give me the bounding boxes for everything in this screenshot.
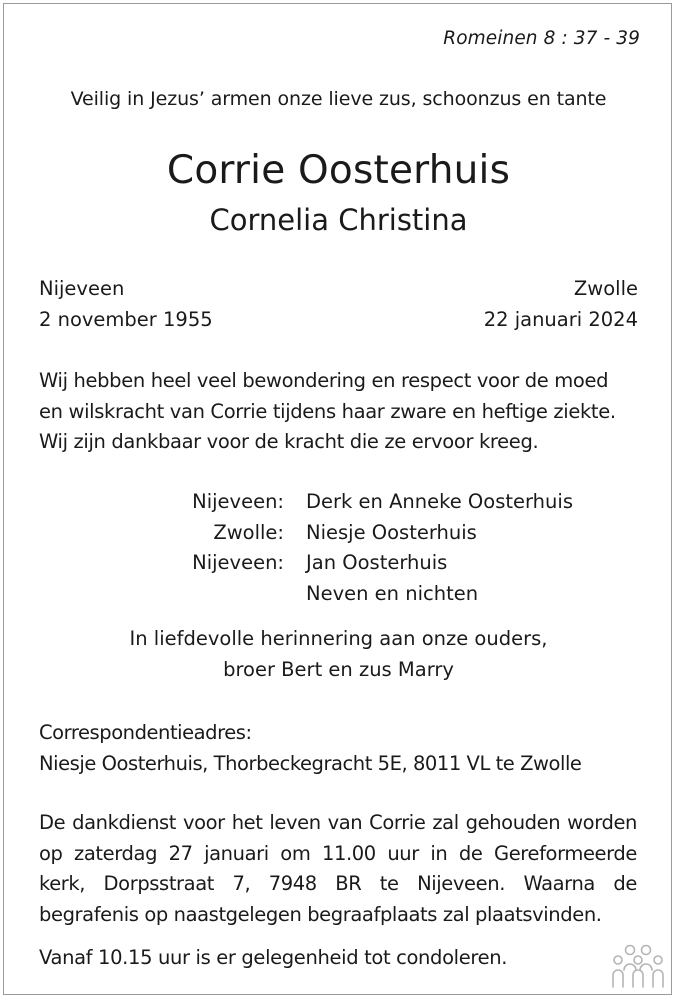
service-line: begrafenis op naastgelegen begraafplaats zal plaatsvinden.	[39, 902, 602, 926]
correspondence-block	[39, 718, 581, 779]
family-place: Zwolle:	[213, 520, 284, 544]
people-group-icon	[612, 943, 664, 989]
family-names: Neven en nichten	[306, 581, 479, 605]
family-place: Nijeveen:	[192, 490, 284, 513]
family-row	[0, 579, 677, 610]
family-names: Jan Oosterhuis	[306, 551, 448, 574]
service-paragraph	[39, 808, 637, 930]
family-row	[0, 487, 677, 518]
service-line: op zaterdag 27 januari om 11.00 uur in de Gereformeerde	[39, 841, 637, 865]
memory-text	[0, 624, 677, 685]
family-names: Derk en Anneke Oosterhuis	[306, 490, 573, 513]
family-list	[0, 487, 677, 609]
tribute-line: Wij zijn dankbaar voor de kracht die ze ervoor kreeg.	[39, 430, 539, 453]
correspondence-address: Niesje Oosterhuis, Thorbeckegracht 5E, 8011 VL te Zwolle	[39, 751, 582, 775]
condolence-text: Vanaf 10.15 uur is er gelegenheid tot condoleren.	[39, 946, 508, 969]
service-line: De dankdienst voor het leven van Corrie zal gehouden worden	[39, 811, 637, 834]
service-line: kerk, Dorpsstraat 7, 7948 BR te Nijeveen. Waarna de	[39, 872, 637, 895]
family-names: Niesje Oosterhuis	[306, 520, 477, 544]
birth-date: 2 november 1955	[39, 308, 213, 331]
deceased-full-name: Cornelia Christina	[209, 203, 468, 237]
family-row	[0, 518, 677, 549]
tribute-line: Wij hebben heel veel bewondering en respect voor de moed	[39, 369, 609, 392]
correspondence-label: Correspondentieadres:	[39, 721, 252, 744]
death-place: Zwolle	[573, 277, 638, 300]
bible-verse: Romeinen 8 : 37 - 39	[443, 28, 640, 49]
deceased-name: Corrie Oosterhuis	[166, 148, 511, 193]
intro-text: Veilig in Jezus’ armen onze lieve zus, schoonzus en tante	[70, 88, 607, 110]
family-row	[0, 548, 677, 579]
memory-line: broer Bert en zus Marry	[223, 657, 454, 681]
family-place: Nijeveen:	[192, 551, 284, 574]
death-date: 22 januari 2024	[483, 308, 638, 331]
tribute-line: en wilskracht van Corrie tijdens haar zware en heftige ziekte.	[39, 399, 616, 423]
birth-place: Nijeveen	[39, 277, 125, 300]
memory-line: In liefdevolle herinnering aan onze ouders,	[129, 627, 548, 650]
tribute-paragraph	[39, 366, 639, 458]
